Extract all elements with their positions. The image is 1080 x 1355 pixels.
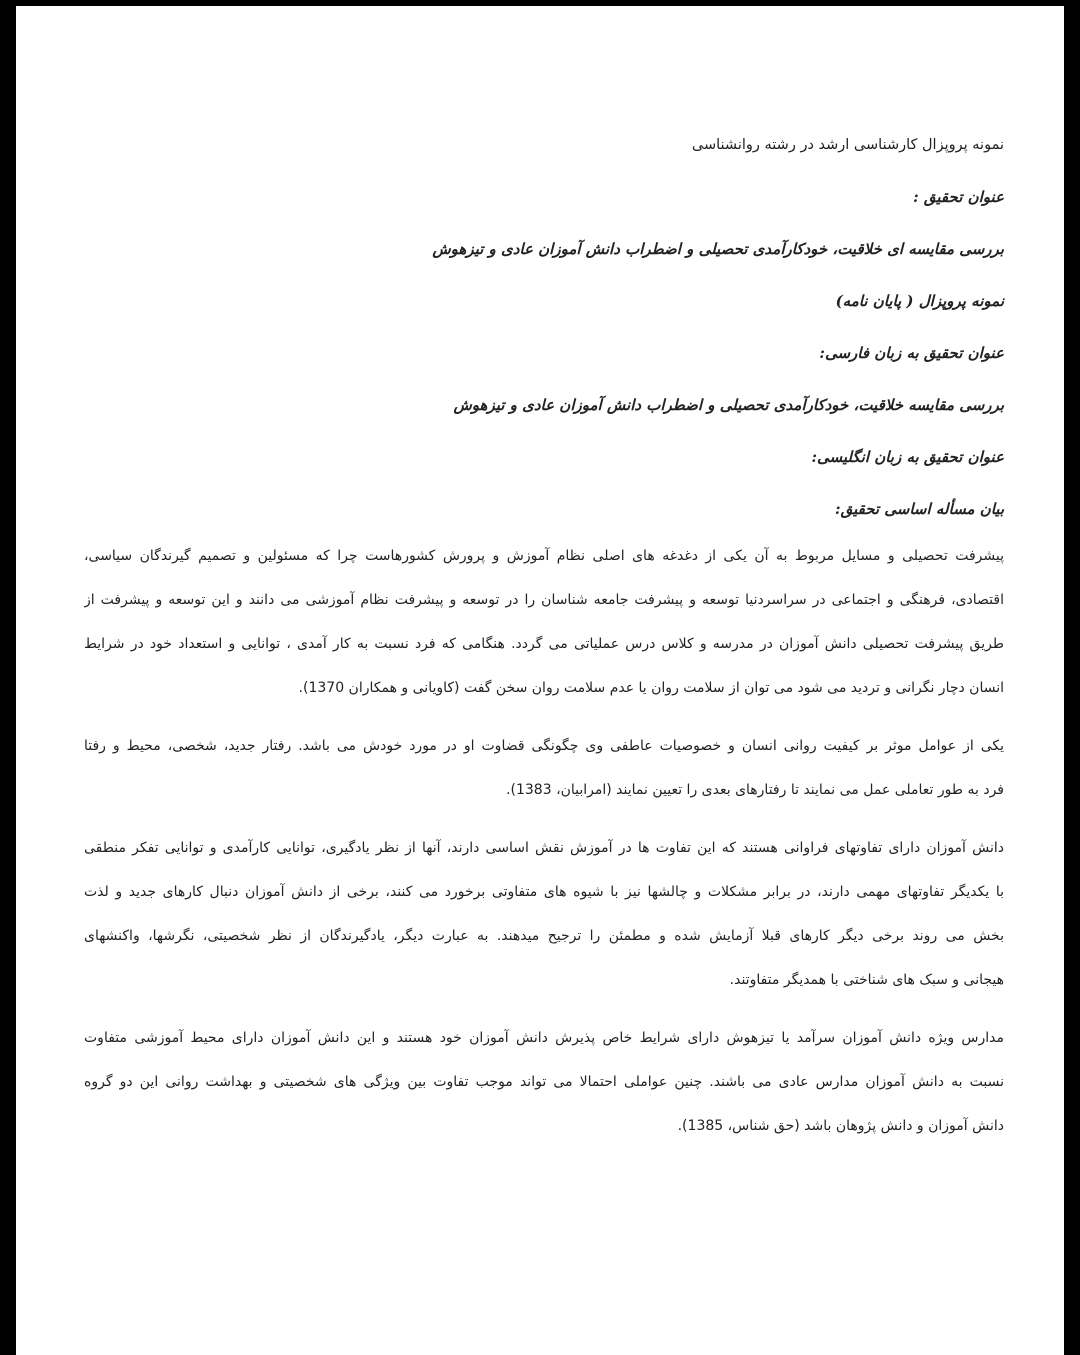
- paragraph-3: [84, 826, 1004, 1002]
- paragraph-line: طریق پیشرفت تحصیلی دانش آموزان در مدرسه و کلاس درس عملیاتی می گردد. هنگامی که فرد نسبت به کار آمدی ، توانایی و استعداد خود در شرایط: [84, 636, 1004, 652]
- heading-research-title-label: عنوان تحقیق :: [913, 188, 1004, 206]
- heading-proposal-sample: نمونه پروپزال ( پایان نامه): [835, 292, 1004, 310]
- paragraph-line: با یکدیگر تفاوتهای مهمی دارند، در برابر مشکلات و چالشها نیز با شیوه های متفاوتی برخورد می کنند، برخی از دانش آموزان دنبال کارهای جدید و لذت: [84, 884, 1004, 900]
- paragraph-line: یکی از عوامل موثر بر کیفیت روانی انسان و خصوصیات عاطفی وی چگونگی قضاوت او در مورد خودش می باشد. رفتار جدید، شخصی، محیط و رفتا: [84, 738, 1004, 754]
- paragraph-line: مدارس ویژه دانش آموزان سرآمد یا تیزهوش دارای شرایط خاص پذیرش دانش آموزان خود هستند و این دانش آموزان دارای محیط آموزشی متفاوت: [84, 1030, 1004, 1046]
- paragraph-2: [84, 724, 1004, 812]
- paragraph-line: فرد به طور تعاملی عمل می نمایند تا رفتارهای بعدی را تعیین نمایند (امرابیان، 1383).: [506, 782, 1004, 798]
- heading-research-title: بررسی مقایسه ای خلاقیت، خودکارآمدی تحصیلی و اضطراب دانش آموزان عادی و تیزهوش: [432, 240, 1004, 258]
- heading-english-title-label: عنوان تحقیق به زبان انگلیسی:: [811, 448, 1004, 466]
- paragraph-line: نسبت به دانش آموزان مدارس عادی می باشند. چنین عواملی احتمالا می تواند موجب تفاوت بین ویژگی های شخصیتی و بهداشت روانی این دو گروه: [84, 1074, 1004, 1090]
- paragraph-line: هیجانی و سبک های شناختی با همدیگر متفاوتند.: [729, 972, 1004, 988]
- heading-persian-title: بررسی مقایسه خلاقیت، خودکارآمدی تحصیلی و اضطراب دانش آموزان عادی و تیزهوش: [453, 396, 1004, 414]
- document-content: [84, 134, 1004, 1162]
- heading-persian-title-label: عنوان تحقیق به زبان فارسی:: [819, 344, 1004, 362]
- document-page: [16, 6, 1064, 1355]
- heading-problem-statement: بیان مسأله اساسی تحقیق:: [835, 500, 1004, 518]
- paragraph-4: [84, 1016, 1004, 1148]
- paragraph-line: بخش می روند برخی دیگر کارهای قبلا آزمایش شده و مطمئن را ترجیح میدهند. به عبارت دیگر، یادگیرندگان از نظر شخصیتی، نگرشها، واکنشهای: [84, 928, 1004, 944]
- paragraph-line: دانش آموزان و دانش پژوهان باشد (حق شناس، 1385).: [677, 1118, 1004, 1134]
- paragraph-line: انسان دچار نگرانی و تردید می شود می توان از سلامت روان یا عدم سلامت روان سخن گفت (کاویانی و همکاران 1370).: [298, 680, 1004, 696]
- paragraph-line: دانش آموزان دارای تفاوتهای فراوانی هستند که این تفاوت ها در آموزش نقش اساسی دارند، آنها از نظر یادگیری، توانایی کارآمدی و توانایی تفکر منطقی: [84, 840, 1004, 856]
- document-intro: نمونه پروپزال کارشناسی ارشد در رشته روانشناسی: [691, 137, 1004, 153]
- paragraph-1: [84, 534, 1004, 710]
- paragraph-line: اقتصادی، فرهنگی و اجتماعی در سراسردنیا توسعه و پیشرفت جامعه شناسان را در توسعه و پیشرفت نظام آموزشی می دانند و این توسعه و پیشرفت از: [84, 592, 1004, 608]
- paragraph-line: پیشرفت تحصیلی و مسایل مربوط به آن یکی از دغدغه های اصلی نظام آموزش و پرورش کشورهاست چرا که مسئولین و تصمیم گیرندگان سیاسی،: [84, 548, 1004, 564]
